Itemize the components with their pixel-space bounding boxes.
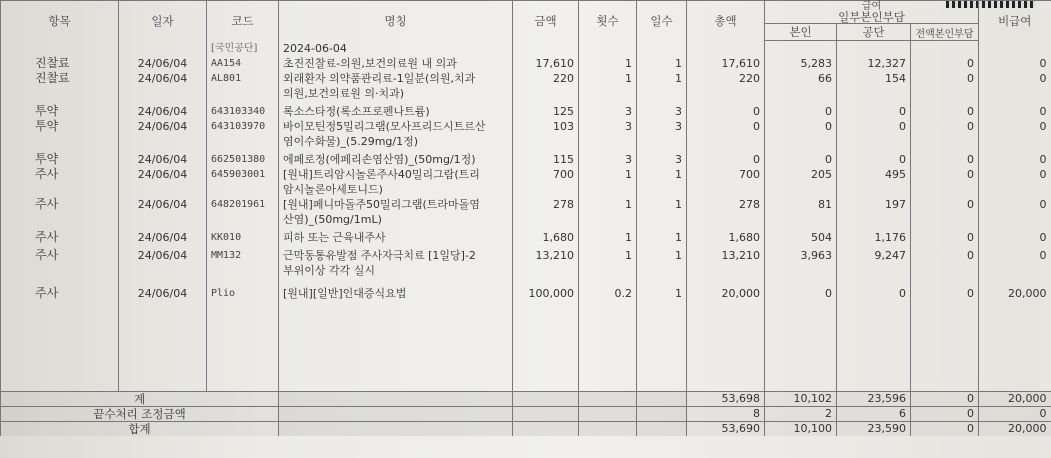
item-code: Plio	[207, 286, 279, 301]
header-insurer: 공단	[837, 24, 911, 41]
item-patient-share: 205	[765, 167, 837, 197]
item-insurer-share: 495	[837, 167, 911, 197]
item-nonbenefit: 0	[979, 104, 1051, 119]
blank-area	[1, 301, 1051, 392]
item-name: 피하 또는 근육내주사	[279, 230, 513, 245]
item-full-copay: 0	[911, 197, 979, 227]
agency-label: [국민공단]	[207, 41, 279, 57]
summary-patient-share: 10,102	[765, 392, 837, 407]
header-patient: 본인	[765, 24, 837, 41]
item-nonbenefit: 0	[979, 119, 1051, 149]
item-date: 24/06/04	[119, 56, 207, 71]
item-name	[279, 197, 513, 227]
item-days: 3	[637, 152, 687, 167]
item-amount: 278	[513, 197, 579, 227]
summary-row	[1, 422, 1051, 437]
item-nonbenefit: 0	[979, 56, 1051, 71]
summary-nonbenefit: 0	[979, 407, 1051, 422]
item-amount: 103	[513, 119, 579, 149]
header-times: 횟수	[579, 1, 637, 41]
item-patient-share: 81	[765, 197, 837, 227]
item-patient-share: 0	[765, 152, 837, 167]
table-body	[1, 41, 1051, 437]
header-copay-group: 일부본인부담	[838, 9, 905, 24]
item-insurer-share: 197	[837, 197, 911, 227]
table-row	[1, 56, 1051, 71]
summary-total: 53,690	[687, 422, 765, 437]
item-date: 24/06/04	[119, 71, 207, 101]
summary-nonbenefit: 20,000	[979, 392, 1051, 407]
summary-label: 계	[1, 392, 279, 407]
table-row	[1, 71, 1051, 101]
summary-row	[1, 407, 1051, 422]
item-code: KK010	[207, 230, 279, 245]
header-item: 항목	[1, 1, 119, 41]
item-times: 1	[579, 230, 637, 245]
item-total: 700	[687, 167, 765, 197]
item-total: 13,210	[687, 248, 765, 278]
item-days: 1	[637, 71, 687, 101]
item-insurer-share: 0	[837, 104, 911, 119]
header-total: 총액	[687, 1, 765, 41]
item-name	[279, 71, 513, 101]
item-code: MM132	[207, 248, 279, 278]
item-full-copay: 0	[911, 104, 979, 119]
item-amount: 1,680	[513, 230, 579, 245]
item-code: 648201961	[207, 197, 279, 227]
item-insurer-share: 1,176	[837, 230, 911, 245]
item-amount: 13,210	[513, 248, 579, 278]
header-date: 일자	[119, 1, 207, 41]
item-times: 1	[579, 56, 637, 71]
item-total: 1,680	[687, 230, 765, 245]
item-total: 220	[687, 71, 765, 101]
item-name-line1: [원내]페니마돌주50밀리그램(트라마돌염	[283, 198, 480, 211]
item-category: 투약	[1, 104, 119, 119]
item-total: 17,610	[687, 56, 765, 71]
item-name-line2: 암시놀론아세토니드)	[283, 183, 383, 196]
item-category: 주사	[1, 248, 119, 278]
table-row	[1, 197, 1051, 227]
item-code: AA154	[207, 56, 279, 71]
item-days: 3	[637, 119, 687, 149]
item-amount: 220	[513, 71, 579, 101]
item-days: 3	[637, 104, 687, 119]
agency-row	[1, 41, 1051, 57]
header-nonbenefit: 비급여	[979, 1, 1051, 41]
item-full-copay: 0	[911, 56, 979, 71]
item-times: 3	[579, 104, 637, 119]
header-code: 코드	[207, 1, 279, 41]
item-amount: 17,610	[513, 56, 579, 71]
item-category: 투약	[1, 119, 119, 149]
item-patient-share: 504	[765, 230, 837, 245]
item-days: 1	[637, 167, 687, 197]
summary-full-copay: 0	[911, 422, 979, 437]
item-category: 진찰료	[1, 71, 119, 101]
item-date: 24/06/04	[119, 230, 207, 245]
item-category: 주사	[1, 197, 119, 227]
item-nonbenefit: 0	[979, 197, 1051, 227]
item-amount: 125	[513, 104, 579, 119]
item-name	[279, 167, 513, 197]
item-code: 662501380	[207, 152, 279, 167]
table-row	[1, 152, 1051, 167]
item-days: 1	[637, 197, 687, 227]
item-patient-share: 0	[765, 119, 837, 149]
summary-insurer-share: 23,596	[837, 392, 911, 407]
summary-patient-share: 10,100	[765, 422, 837, 437]
summary-row	[1, 392, 1051, 407]
item-insurer-share: 154	[837, 71, 911, 101]
summary-full-copay: 0	[911, 392, 979, 407]
item-code: 643103340	[207, 104, 279, 119]
item-total: 278	[687, 197, 765, 227]
table-header	[1, 1, 1051, 41]
item-date: 24/06/04	[119, 167, 207, 197]
item-full-copay: 0	[911, 119, 979, 149]
table-row	[1, 104, 1051, 119]
item-times: 3	[579, 152, 637, 167]
item-full-copay: 0	[911, 167, 979, 197]
header-days: 일수	[637, 1, 687, 41]
item-nonbenefit: 0	[979, 152, 1051, 167]
item-times: 1	[579, 248, 637, 278]
item-times: 0.2	[579, 286, 637, 301]
item-name-line2: 부위이상 각각 실시	[283, 264, 376, 277]
summary-full-copay: 0	[911, 407, 979, 422]
row-spacer	[1, 278, 1051, 286]
summary-label: 끝수처리 조정금액	[1, 407, 279, 422]
summary-label: 합계	[1, 422, 279, 437]
item-category: 주사	[1, 167, 119, 197]
item-total: 0	[687, 104, 765, 119]
item-name-line2: 의원,보건의료원 의·치과)	[283, 87, 405, 100]
item-patient-share: 0	[765, 104, 837, 119]
item-category: 진찰료	[1, 56, 119, 71]
item-patient-share: 0	[765, 286, 837, 301]
item-days: 1	[637, 286, 687, 301]
summary-total: 53,698	[687, 392, 765, 407]
item-name-line2: 산염)_(50mg/1mL)	[283, 213, 382, 226]
item-full-copay: 0	[911, 152, 979, 167]
item-total: 0	[687, 152, 765, 167]
item-name-line1: [원내]트리암시놀론주사40밀리그람(트리	[283, 168, 480, 181]
item-total: 20,000	[687, 286, 765, 301]
item-name-line1: 근막동통유발점 주사자극치료 [1일당]-2	[283, 249, 476, 262]
item-amount: 115	[513, 152, 579, 167]
item-name	[279, 119, 513, 149]
item-nonbenefit: 0	[979, 167, 1051, 197]
item-amount: 100,000	[513, 286, 579, 301]
item-full-copay: 0	[911, 248, 979, 278]
item-name: 초진진찰료-의원,보건의료원 내 의과	[279, 56, 513, 71]
table-row	[1, 167, 1051, 197]
item-date: 24/06/04	[119, 248, 207, 278]
item-category: 주사	[1, 286, 119, 301]
item-nonbenefit: 0	[979, 248, 1051, 278]
item-patient-share: 5,283	[765, 56, 837, 71]
summary-patient-share: 2	[765, 407, 837, 422]
item-nonbenefit: 0	[979, 230, 1051, 245]
item-days: 1	[637, 56, 687, 71]
item-times: 1	[579, 197, 637, 227]
item-name-line1: 외래환자 의약품관리료-1일분(의원,치과	[283, 72, 476, 85]
item-times: 1	[579, 167, 637, 197]
item-patient-share: 3,963	[765, 248, 837, 278]
summary-total: 8	[687, 407, 765, 422]
item-insurer-share: 0	[837, 119, 911, 149]
item-full-copay: 0	[911, 286, 979, 301]
table-row	[1, 286, 1051, 301]
header-full-copay: 전액본인부담	[911, 24, 979, 41]
summary-insurer-share: 6	[837, 407, 911, 422]
item-category: 투약	[1, 152, 119, 167]
header-name: 명칭	[279, 1, 513, 41]
item-patient-share: 66	[765, 71, 837, 101]
item-insurer-share: 12,327	[837, 56, 911, 71]
item-total: 0	[687, 119, 765, 149]
item-name	[279, 248, 513, 278]
item-name: 록소스타정(록소프로펜나트륨)	[279, 104, 513, 119]
item-nonbenefit: 0	[979, 71, 1051, 101]
item-full-copay: 0	[911, 71, 979, 101]
item-insurer-share: 0	[837, 286, 911, 301]
item-date: 24/06/04	[119, 152, 207, 167]
item-code: 645903001	[207, 167, 279, 197]
item-full-copay: 0	[911, 230, 979, 245]
item-days: 1	[637, 248, 687, 278]
item-category: 주사	[1, 230, 119, 245]
header-amount: 금액	[513, 1, 579, 41]
item-date: 24/06/04	[119, 104, 207, 119]
item-times: 1	[579, 71, 637, 101]
item-insurer-share: 0	[837, 152, 911, 167]
table-row	[1, 248, 1051, 278]
item-name-line1: 바이모틴정5밀리그램(모사프리드시트르산	[283, 120, 486, 133]
item-date: 24/06/04	[119, 119, 207, 149]
item-name-line2: 염이수화물)_(5.29mg/1정)	[283, 135, 419, 148]
item-amount: 700	[513, 167, 579, 197]
table-row	[1, 230, 1051, 245]
summary-nonbenefit: 20,000	[979, 422, 1051, 437]
item-name: 에페로정(에페리손염산염)_(50mg/1정)	[279, 152, 513, 167]
summary-insurer-share: 23,590	[837, 422, 911, 437]
item-times: 3	[579, 119, 637, 149]
item-date: 24/06/04	[119, 286, 207, 301]
item-date: 24/06/04	[119, 197, 207, 227]
table-row	[1, 119, 1051, 149]
header-benefit-group: 급여	[861, 0, 882, 12]
item-days: 1	[637, 230, 687, 245]
item-code: 643103970	[207, 119, 279, 149]
item-code: AL801	[207, 71, 279, 101]
item-name: [원내][일반]인대증식요법	[279, 286, 513, 301]
item-insurer-share: 9,247	[837, 248, 911, 278]
visit-date: 2024-06-04	[279, 41, 513, 57]
item-nonbenefit: 20,000	[979, 286, 1051, 301]
